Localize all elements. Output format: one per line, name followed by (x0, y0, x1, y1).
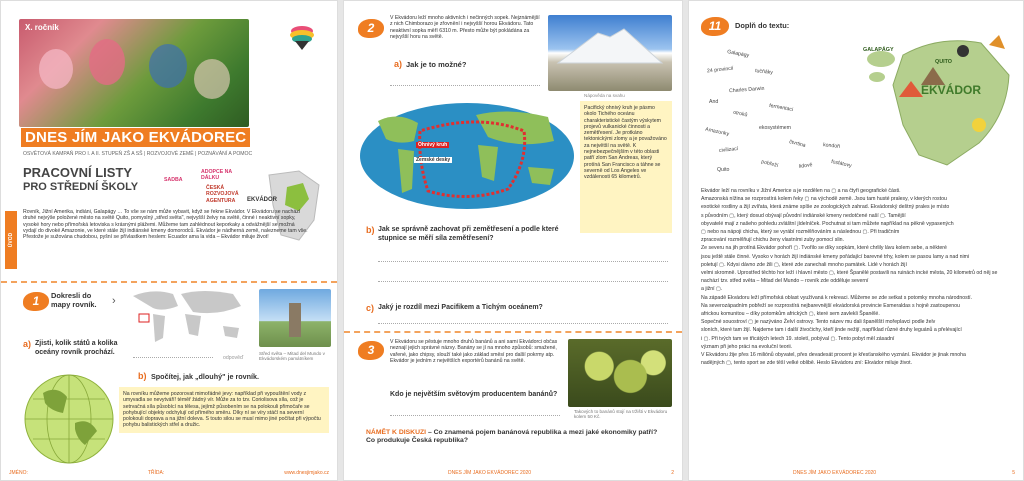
fill-in-line: Ze severu na jih protíná Ekvádor pohoří ▢. Tvořilo se díky sopkám, které chrlily lávu kolem sebe, a některé (701, 245, 947, 252)
map-label-galapagy: GALAPÁGY (863, 47, 894, 53)
map-label-quito: QUITO (935, 59, 952, 65)
intro-side-label: ÚVOD (8, 232, 15, 248)
fill-in-line: s původním ▢, který dosud obývají původní indiánské kmeny nedotčené naší ▢. Tamější (701, 212, 906, 219)
answer-line-2b-2 (378, 281, 668, 282)
page3-footer (697, 470, 1015, 476)
answer-hint: odpověď (223, 355, 244, 361)
answer-line-a (133, 357, 213, 358)
fill-in-line: exotické rostliny a žijí zvířata, která známe spíše ze zoologických zahrad. Ekvádorský deštný prales je místo (701, 204, 950, 211)
map-label-ring: Ohnivý kruh (418, 142, 448, 148)
map-label-ekvador: EKVÁDOR (247, 197, 278, 203)
logo-adopce: ADOPCE NA DÁLKU (201, 169, 232, 182)
task2-b-letter: b) (366, 225, 375, 235)
task1-a-text: Zjisti, kolik států a kolika oceány rovník prochází. (35, 340, 118, 356)
fill-in-line: jsou ještě stále činné. Vysoko v horách žijí indiánské kmeny pořádající barevné trhy, kolem se pasou lamy a nad nimi (701, 253, 970, 260)
word-ekosystem: ekosystémem (759, 125, 791, 131)
fill-in-line: africkou komunitou – díky potomkům afrických ▢, které sem zavlekli Španělé. (701, 311, 880, 318)
fill-in-line: zpracování rozmělňují chichu ženy vlastními zuby pomocí slin. (701, 237, 845, 244)
task-number-badge: 1 (23, 292, 49, 311)
fill-in-line: Na západě Ekvádoru leží přímořská oblast využívaná k rekreaci. Můžeme se zde setkat s potomky mnoha národností. (701, 294, 973, 301)
task2-c-letter: c) (366, 303, 375, 313)
task-number-badge: 3 (358, 341, 384, 360)
fill-in-line: velmi skromně. Uprostřed těchto hor leží i hlavní město ▢, které Španělé postavili na ruinách incké města, 20 kilometrů od něj se nachází tzv. střed světa – Mitad del Mundo – rovník zde odděluje severní (701, 270, 998, 285)
word-ctvrtina: čtvrtina (788, 139, 807, 149)
page2-footer (352, 470, 674, 476)
section-divider (344, 331, 682, 333)
task1-a-letter: a) (23, 339, 32, 349)
word-and: And (709, 99, 719, 105)
discussion-label: NÁMĚT K DISKUZI (366, 429, 427, 436)
map-label-ekvador: EKVÁDOR (921, 83, 982, 97)
fill-in-line: význam při jeho práci na evoluční teorii. (701, 343, 793, 350)
spinning-top-icon (287, 21, 317, 51)
map-label-plates: Zemské desky (416, 157, 451, 163)
fill-in-line: Amazonská nížina se rozprostírá kolem řeky ▢ na východě země. Jsou tam husté pralesy, v kterých rostou (701, 196, 947, 203)
coriolis-note: Na rovníku můžeme pozorovat mimořádné jevy: například při vypouštění vody z umyvadla se nevytváří! téměř žádný vír. Může za to tzv. Coriolisova síla, což je setrvačná síla působící na tělesa, jejímž působením se na polokouli přimočaře se pohybující objekty odchylují od přímého směru. Díky ní se víry stáčí na severní polokouli doprava a na jižní doleva. S touto silou se musí mimo jiné počítat při výpočtu pohybu balistických střel a družic. (119, 387, 329, 433)
ring-of-fire-box: Pacifický ohnivý kruh je pásmo okolo Tichého oceánu charakteristické častým výskytem projevů vulkanické činnosti a zemětřesení. Je protkáno tektonickými zlomy a je považováno za největší na světě. K nejnebezpečnějším v této oblasti patří zlom San Andreas, který protíná San Francisco a táhne se severně od Los Angeles ve vzdálenosti 65 kilometrů. (580, 101, 672, 233)
page-number: 2 (671, 470, 674, 476)
worksheet-title: PRACOVNÍ LISTY (23, 165, 133, 180)
answer-line-2b-1 (378, 261, 668, 262)
fill-in-line: ▢ nebo na nápoji chicha, který se vyrábí rozmělňováním a následnou ▢. Při tradičním (701, 229, 900, 236)
worksheet-page-2 (343, 0, 683, 481)
footer-mid: DNES JÍM JAKO EKVÁDOREC 2020 (793, 470, 877, 476)
chevron-right-icon: › (112, 295, 116, 307)
word-tucnaky: tučňáky (754, 68, 774, 76)
task2-intro: V Ekvádoru leží mnoho aktivních i nečinných sopek. Nejznámější z nich Chimborazo je zřovnění i nejvyšší horou Ekvádoru. Tato neaktivní sopka měří 6310 m. Přesto může být pokládána za nejvyšší horu na světě. (390, 15, 540, 40)
campaign-line: OSVĚTOVÁ KAMPAŇ PRO I. A II. STUPEŇ ZŠ A SŠ | ROZVOJOVÉ ZEMĚ | POZNÁVÁNÍ A POMOC (23, 151, 253, 157)
word-otroku: otroků (732, 109, 748, 119)
task2-b-text: Jak se správně zachovat při zemětřesení a podle které stupnice se měří síla zemětřesení? (378, 226, 559, 242)
answer-line-2a (390, 85, 540, 86)
monument-caption: Střed světa – Mitad del Mundo v Ekvádorském památníkem (259, 351, 325, 362)
word-provincie: 24 provincií (706, 65, 734, 75)
task2-a-letter: a) (394, 59, 403, 69)
fill-in-text (701, 187, 1015, 367)
page-number: 5 (1012, 470, 1015, 476)
word-pobrezi: pobřeží (760, 158, 779, 170)
task1-text: Dokresli do mapy rovník. (51, 291, 97, 309)
intro-side-tab (5, 211, 17, 269)
footer-url: www.dnesjimjako.cz (284, 470, 329, 476)
chimborazo-photo (548, 15, 672, 91)
word-galapagy: Galapágy (726, 49, 750, 59)
main-title: DNES JÍM JAKO EKVÁDOREC (21, 128, 250, 147)
word-fermentaci: fermentaci (768, 102, 794, 114)
word-lidove: lidové (798, 162, 813, 170)
fill-in-line: V Ekvádoru žije přes 16 miliónů obyvatel, přes devadesát procent je křesťanského vyznání. Ekvádor je jinak mnoha (701, 352, 966, 359)
intro-text: Rovník, Jižní Amerika, indiáni, Galapágy … To vše se nám může vybavit, když se řekne Ekvádor. V Ekvádoru se nachází druhé nejvýše položené město na světě Quito, pomyslný „střed světa", nejvyšší želvy na světě, činné i neaktivní sopky, vysoké hory nebo přímořská letoviska s krásnými plážemi. Můžeme tam zahlédnout keporkaky a odvážnější se možná vydají do divoké Amazonie, ve které stále žijí indiánské kmeny domorodců. Ekvádor je nádherná země, nalezneme tam vše. Přestože je sužována chudobou, pyšní se přívlastkem heslem: Ecuador ama la vida – Ekvádor miluje život! (23, 209, 308, 241)
logo-sadba: SADBA (164, 177, 183, 183)
word-quito: Quito (717, 167, 730, 173)
worksheet-page-5 (688, 0, 1024, 481)
word-civilizaci: civilizací (718, 146, 739, 154)
bananas-caption: Takových to banánů stojí na tržišti v Ekvádoru kolem 50 Kč. (574, 409, 668, 420)
fill-in-line: i ▢. Při tvých tam ve třicátých letech 19. století, pobýval ▢. Tento pobyt měl zásadní (701, 335, 895, 342)
task1-b-letter: b) (138, 371, 147, 381)
discussion-block (366, 429, 666, 446)
fill-in-line: poletují ▢. Kdysi dávno zde žili ▢, které zde zanechali mnoho památek. Lidé v horách žijí (701, 261, 907, 268)
word-fosfatovy: fosfátovy (830, 158, 853, 170)
task-number-badge: 11 (701, 17, 729, 36)
chimborazo-caption: Nápověda na svahu (584, 93, 625, 98)
fill-in-line: obyvatelé mají z našeho pohledu zvláštní jídelníček. Pochutnat si tam můžete například na pěkně vypasených (701, 220, 954, 227)
globe-illustration (23, 373, 115, 465)
word-amazonky: Amazonky (704, 126, 730, 138)
hero-photo-children (19, 19, 249, 127)
task2-c-text: Jaký je rozdíl mezi Pacifikem a Tichým oceánem? (378, 304, 543, 311)
word-kondori: kondoři (822, 142, 841, 150)
world-map (123, 286, 253, 348)
fill-in-line: Na severozápadním pobřeží se rozprostírá nejbarevnější ekvádorská provincie Esmeraldas s hojně zastoupenou (701, 302, 960, 309)
footer-class: TŘÍDA: (147, 470, 165, 476)
fill-in-line: nadějných ▢, tento sport se zde těší velké oblibě. Heslo Ekvádoru zní: Ekvádor miluje život. (701, 360, 913, 367)
grade-label: X. ročník (25, 23, 59, 32)
section-divider (1, 281, 337, 283)
task3-intro: V Ekvádoru se pěstuje mnoho druhů banánů a ani sami Ekvádorci občas neznají jejich správné názvy. Banány se jí na mnoho způsobů: smažené, vařené, jako chipsy, slouží také jako základ směsí pro další pokrmy atp. Ekvádor je jedním z největších exportérů banánů na světě. (390, 339, 558, 364)
footer-mid: DNES JÍM JAKO EKVÁDOREC 2020 (448, 470, 532, 476)
answer-line-3 (390, 415, 560, 416)
ring-of-fire-map (358, 101, 576, 211)
monument-photo (259, 289, 331, 347)
task1-b-text: Spočítej, jak „dlouhý" je rovník. (151, 372, 260, 381)
footer-name: JMÉNO: (9, 470, 28, 476)
fill-in-line: Ekvádor leží na rovníku v Jižní Americe a je rozdělen na ▢ a na čtyři geografické části. (701, 188, 901, 194)
task-number-badge: 2 (358, 19, 384, 38)
task11-title: Doplň do textu: (735, 21, 790, 30)
page1-footer (9, 470, 329, 476)
logo-czda: ČESKÁ ROZVOJOVÁ AGENTURA (206, 185, 239, 204)
bananas-photo (568, 339, 672, 407)
worksheet-subtitle: PRO STŘEDNÍ ŠKOLY (23, 181, 139, 193)
fill-in-line: a jižní ▢. (701, 286, 723, 293)
fill-in-line: Sopečné souostroví ▢ je nazýváno Želví ostrovy. Tento název mu dali španělští mořeplavci podle želv (701, 319, 936, 326)
fill-in-line: sloních, které tam žijí. Najdeme tam i další živočichy, kteří jinde nežijí, například různé druhy leguánů a přelévající (701, 327, 962, 334)
discussion-text: – Co znamená pojem banánová republika a mezi jaké ekonomiky patří? Co produkuje Česká republika? (366, 429, 658, 445)
task2-a-text: Jak je to možné? (406, 60, 467, 69)
task3-question: Kdo je největším světovým producentem banánů? (390, 391, 558, 398)
answer-line-2c (378, 323, 668, 324)
word-darwin: Charles Darwin (728, 85, 765, 95)
worksheet-page-1 (0, 0, 338, 481)
